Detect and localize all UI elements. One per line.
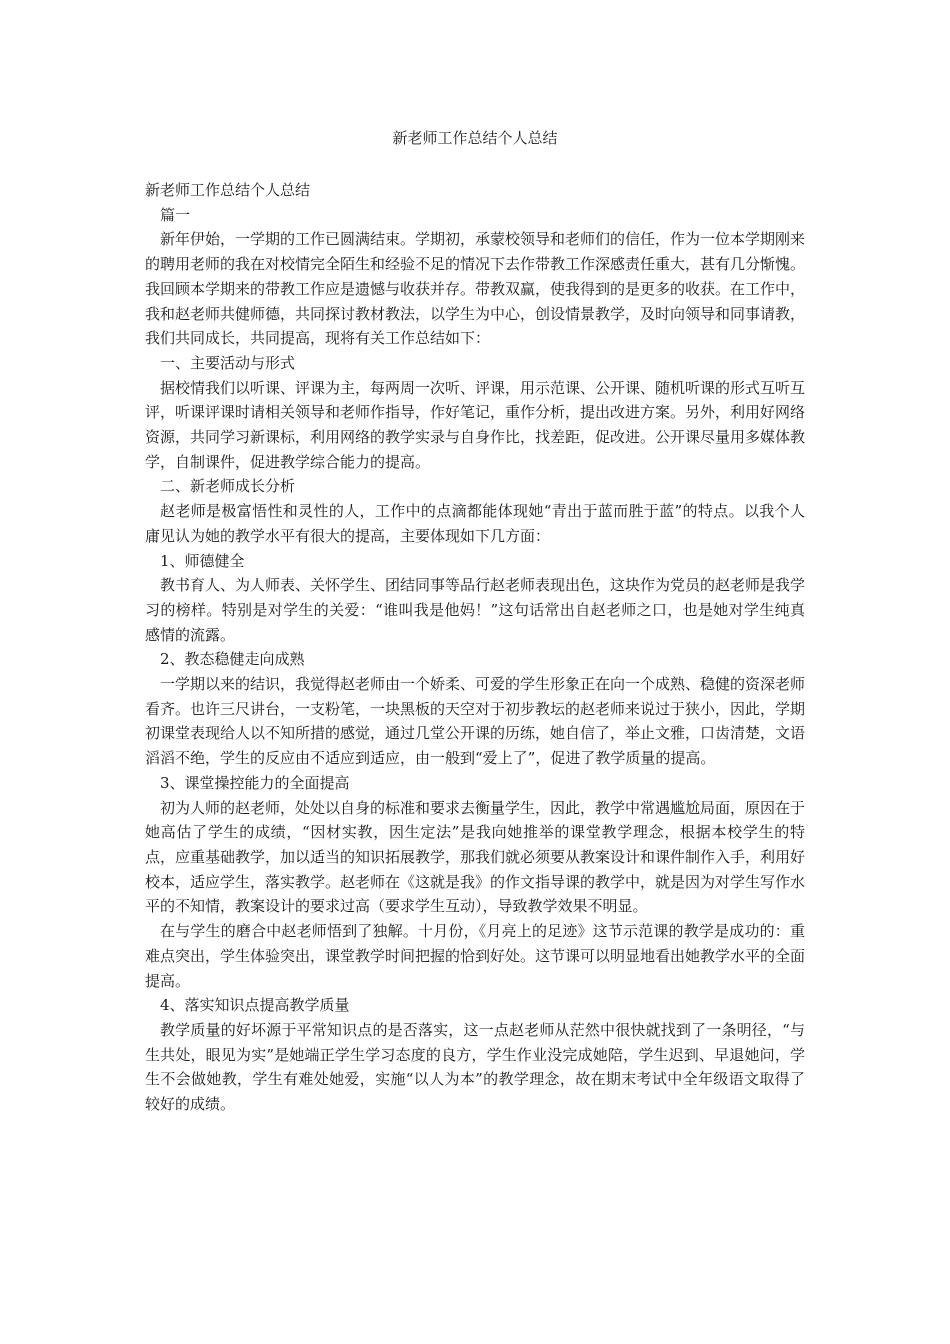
section-heading-activities: 一、主要活动与形式	[160, 353, 296, 372]
subheading-ethics: 1、师德健全	[160, 551, 245, 570]
paragraph-growth: 赵老师是极富悟性和灵性的人，工作中的点滴都能体现她“青出于蓝而胜于蓝”的特点。以我个人庸见认为她的教学水平有很大的提高，主要体现如下几方面：	[145, 502, 805, 545]
document-title: 新老师工作总结个人总结	[392, 129, 558, 147]
subheading-teaching-quality: 4、落实知识点提高教学质量	[160, 996, 350, 1015]
paragraph-teaching-quality: 教学质量的好坏源于平常知识点的是否落实，这一点赵老师从茫然中很快就找到了一条明径，“与生共处，眼见为实”是她端正学生学习态度的良方，学生作业没完成她陪，学生迟到、早退她问，学生不会做她教，学生有难处她爱，实施“以人为本”的教学理念，故在期末考试中全年级语文取得了较好的成绩。	[145, 1020, 805, 1114]
part-label: 篇一	[160, 205, 191, 224]
subheading-demeanor: 2、教态稳健走向成熟	[160, 650, 305, 669]
paragraph-intro: 新年伊始，一学期的工作已圆满结束。学期初，承蒙校领导和老师们的信任，作为一位本学期刚来的聘用老师的我在对校情完全陌生和经验不足的情况下去作带教工作深感责任重大，甚有几分惭愧。我回顾本学期来的带教工作应是遗憾与收获并存。带教双赢，使我得到的是更多的收获。在工作中，我和赵老师共健师德，共同探讨教材教法，以学生为中心，创设情景教学，及时向领导和同事请教，我们共同成长，共同提高，现将有关工作总结如下：	[145, 230, 806, 348]
document-body	[145, 178, 805, 1117]
paragraph-classroom-control-2: 在与学生的磨合中赵老师悟到了独解。十月份，《月亮上的足迹》这节示范课的教学是成功的：重难点突出，学生体验突出，课堂教学时间把握的恰到好处。这节课可以明显地看出她教学水平的全面提高。	[145, 922, 806, 990]
paragraph-classroom-control-1: 初为人师的赵老师，处处以自身的标准和要求去衡量学生，因此，教学中常遇尴尬局面，原因在于她高估了学生的成绩，“因材实教，因生定法”是我向她推举的课堂教学理念，根据本校学生的特点，应重基础教学，加以适当的知识拓展教学，那我们就必须要从教案设计和课件制作入手，利用好校本，适应学生，落实教学。赵老师在《这就是我》的作文指导课的教学中，就是因为对学生写作水平的不知情，教案设计的要求过高（要求学生互动），导致教学效果不明显。	[145, 798, 806, 916]
section-heading-growth: 二、新老师成长分析	[160, 477, 296, 496]
paragraph-ethics: 教书育人、为人师表、关怀学生、团结同事等品行赵老师表现出色，这块作为党员的赵老师是我学习的榜样。特别是对学生的关爱：“谁叫我是他妈！”这句话常出自赵老师之口，也是她对学生纯真感情的流露。	[145, 576, 806, 644]
document-subtitle: 新老师工作总结个人总结	[145, 181, 311, 199]
paragraph-activities: 据校情我们以听课、评课为主，每两周一次听、评课，用示范课、公开课、随机听课的形式互听互评，听课评课时请相关领导和老师作指导，作好笔记，重作分析，提出改进方案。另外，利用好网络资源，共同学习新课标，利用网络的教学实录与自身作比，找差距，促改进。公开课尽量用多媒体教学，自制课件，促进教学综合能力的提高。	[145, 378, 806, 471]
paragraph-demeanor: 一学期以来的结识，我觉得赵老师由一个娇柔、可爱的学生形象正在向一个成熟、稳健的资深老师看齐。也许三尺讲台，一支粉笔，一块黑板的天空对于初步教坛的赵老师来说过于狭小，因此，学期初课堂表现给人以不知所措的感觉，通过几堂公开课的历练，她自信了，举止文雅，口齿清楚，文语滔滔不绝，学生的反应由不适应到适应，由一般到“爱上了”，促进了教学质量的提高。	[145, 675, 806, 768]
subheading-classroom-control: 3、课堂操控能力的全面提高	[160, 773, 350, 792]
